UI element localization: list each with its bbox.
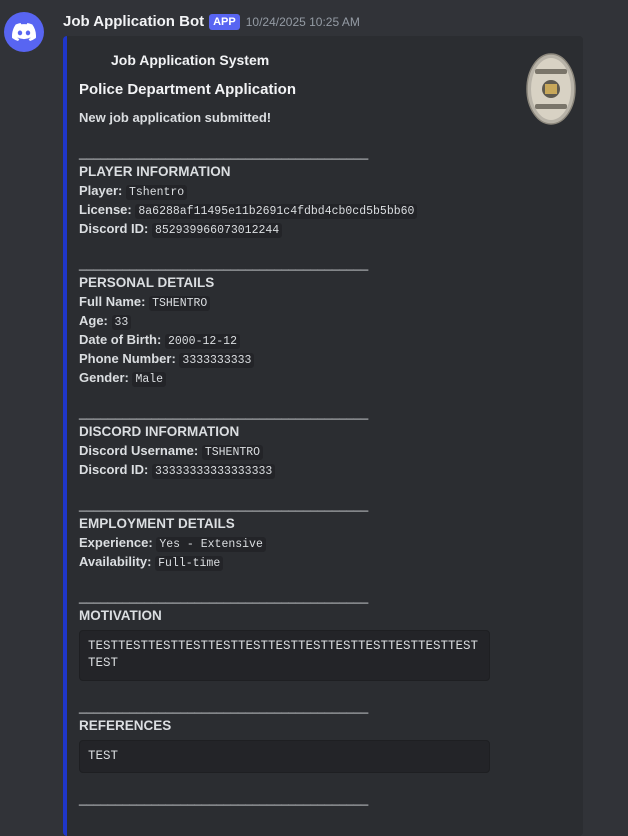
field-value: 8a6288af11495e11b2691c4fdbd4cb0cd5b5bb60	[135, 204, 417, 219]
field-label: Date of Birth:	[79, 332, 162, 347]
divider: ________________________________________	[79, 589, 369, 604]
police-officer-badge-icon	[511, 49, 591, 129]
bot-username[interactable]: Job Application Bot	[63, 13, 205, 30]
field-value: 33333333333333333	[152, 464, 275, 479]
field-discord-id-2	[79, 460, 275, 481]
field-license	[79, 200, 417, 221]
bot-avatar[interactable]	[4, 12, 44, 52]
field-label: Discord Username:	[79, 443, 199, 458]
field-label: Availability:	[79, 554, 152, 569]
divider: ________________________________________	[79, 405, 369, 420]
field-discord-username	[79, 441, 263, 462]
message-header	[63, 13, 360, 30]
field-value: Full-time	[155, 556, 223, 571]
field-value: 2000-12-12	[165, 334, 240, 349]
motivation-codeblock: TESTTESTTESTTESTTESTTESTTESTTESTTESTTESTTESTTESTTESTTEST	[79, 630, 490, 681]
field-player	[79, 181, 187, 202]
field-phone-number	[79, 349, 254, 370]
field-discord-id	[79, 219, 282, 240]
field-value: TSHENTRO	[149, 296, 210, 311]
divider: ________________________________________	[79, 791, 369, 806]
field-value: Male	[132, 372, 166, 387]
field-gender	[79, 368, 166, 389]
field-experience	[79, 533, 266, 554]
message-timestamp: 10/24/2025 10:25 AM	[245, 14, 360, 29]
field-label: Discord ID:	[79, 221, 149, 236]
field-value: 33	[112, 315, 132, 330]
field-label: Experience:	[79, 535, 153, 550]
references-codeblock: TEST	[79, 740, 490, 773]
field-label: Full Name:	[79, 294, 146, 309]
embed-author: Job Application System	[111, 52, 270, 68]
embed-title: Police Department Application	[79, 81, 296, 98]
field-label: Age:	[79, 313, 108, 328]
section-heading-employment: EMPLOYMENT DETAILS	[79, 516, 235, 531]
field-availability	[79, 552, 223, 573]
field-label: Gender:	[79, 370, 129, 385]
app-badge: APP	[209, 14, 240, 30]
field-label: License:	[79, 202, 132, 217]
divider: ________________________________________	[79, 497, 369, 512]
field-value: TSHENTRO	[202, 445, 263, 460]
field-value: Yes - Extensive	[156, 537, 266, 552]
divider: ________________________________________	[79, 256, 369, 271]
field-value: 3333333333	[179, 353, 254, 368]
section-heading-player: PLAYER INFORMATION	[79, 164, 231, 179]
section-heading-personal: PERSONAL DETAILS	[79, 275, 215, 290]
field-full-name	[79, 292, 210, 313]
section-heading-discord: DISCORD INFORMATION	[79, 424, 240, 439]
divider: ________________________________________	[79, 145, 369, 160]
field-age	[79, 311, 131, 332]
field-label: Discord ID:	[79, 462, 149, 477]
field-value: 852939966073012244	[152, 223, 282, 238]
embed-intro: New job application submitted!	[79, 110, 272, 125]
field-date-of-birth	[79, 330, 240, 351]
section-heading-motivation: MOTIVATION	[79, 608, 162, 623]
field-label: Player:	[79, 183, 123, 198]
application-embed	[63, 36, 583, 836]
field-label: Phone Number:	[79, 351, 176, 366]
discord-logo-icon	[12, 23, 36, 41]
section-heading-references: REFERENCES	[79, 718, 172, 733]
divider: ________________________________________	[79, 699, 369, 714]
field-value: Tshentro	[126, 185, 187, 200]
